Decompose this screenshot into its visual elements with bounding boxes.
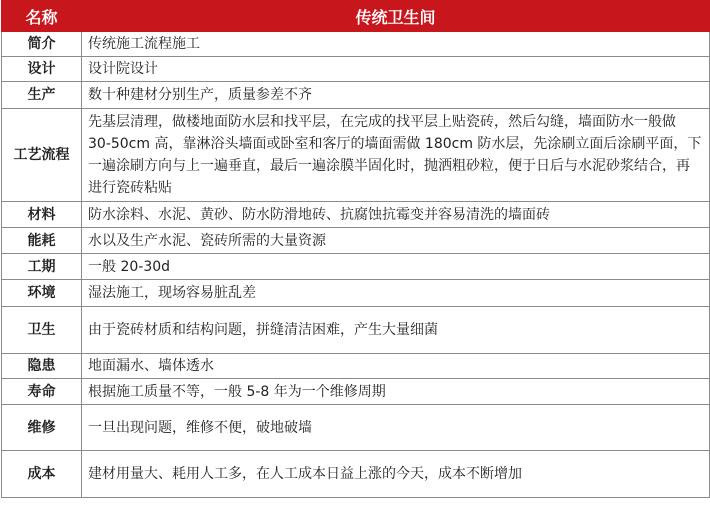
table-row xyxy=(2,354,710,379)
row-label: 成本 xyxy=(2,451,82,498)
table-row xyxy=(2,451,710,498)
table-row xyxy=(2,280,710,307)
table-header-row xyxy=(2,1,710,32)
table-row xyxy=(2,109,710,202)
row-label: 维修 xyxy=(2,405,82,451)
table-row xyxy=(2,57,710,82)
row-text: 由于瓷砖材质和结构问题，拼缝清洁困难，产生大量细菌 xyxy=(82,307,710,354)
table-row xyxy=(2,254,710,280)
row-label: 能耗 xyxy=(2,228,82,254)
row-text: 建材用量大、耗用人工多，在人工成本日益上涨的今天，成本不断增加 xyxy=(82,451,710,498)
row-label: 材料 xyxy=(2,202,82,228)
row-label: 隐患 xyxy=(2,354,82,379)
row-label: 环境 xyxy=(2,280,82,307)
table-row xyxy=(2,228,710,254)
row-text: 一般 20-30d xyxy=(82,254,710,280)
row-text: 地面漏水、墙体透水 xyxy=(82,354,710,379)
header-value-cell: 传统卫生间 xyxy=(82,1,710,32)
row-label: 设计 xyxy=(2,57,82,82)
row-label: 卫生 xyxy=(2,307,82,354)
table-row xyxy=(2,32,710,57)
comparison-table xyxy=(1,0,710,498)
row-label: 寿命 xyxy=(2,379,82,405)
row-label: 简介 xyxy=(2,32,82,57)
row-label: 工期 xyxy=(2,254,82,280)
row-text: 设计院设计 xyxy=(82,57,710,82)
row-label: 生产 xyxy=(2,82,82,109)
table-row xyxy=(2,202,710,228)
row-text: 传统施工流程施工 xyxy=(82,32,710,57)
header-name-cell: 名称 xyxy=(2,1,82,32)
row-text: 先基层清理，做楼地面防水层和找平层，在完成的找平层上贴瓷砖，然后勾缝，墙面防水一般做 30-50cm 高，靠淋浴头墙面或卧室和客厅的墙面需做 180cm 防水层，先涂刷立面后涂刷平面，下一遍涂刷方向与上一遍垂直，最后一遍涂膜半固化时，抛洒粗砂粒，便于日后与水泥砂浆结合，再进行瓷砖粘贴 xyxy=(82,109,710,202)
table-row xyxy=(2,82,710,109)
table-row xyxy=(2,307,710,354)
table-row xyxy=(2,405,710,451)
row-text: 一旦出现问题，维修不便，破地破墙 xyxy=(82,405,710,451)
row-text: 数十种建材分别生产，质量参差不齐 xyxy=(82,82,710,109)
row-text: 根据施工质量不等，一般 5-8 年为一个维修周期 xyxy=(82,379,710,405)
row-text: 水以及生产水泥、瓷砖所需的大量资源 xyxy=(82,228,710,254)
row-text: 湿法施工，现场容易脏乱差 xyxy=(82,280,710,307)
row-text: 防水涂料、水泥、黄砂、防水防滑地砖、抗腐蚀抗霉变并容易清洗的墙面砖 xyxy=(82,202,710,228)
row-label: 工艺流程 xyxy=(2,109,82,202)
table-row xyxy=(2,379,710,405)
